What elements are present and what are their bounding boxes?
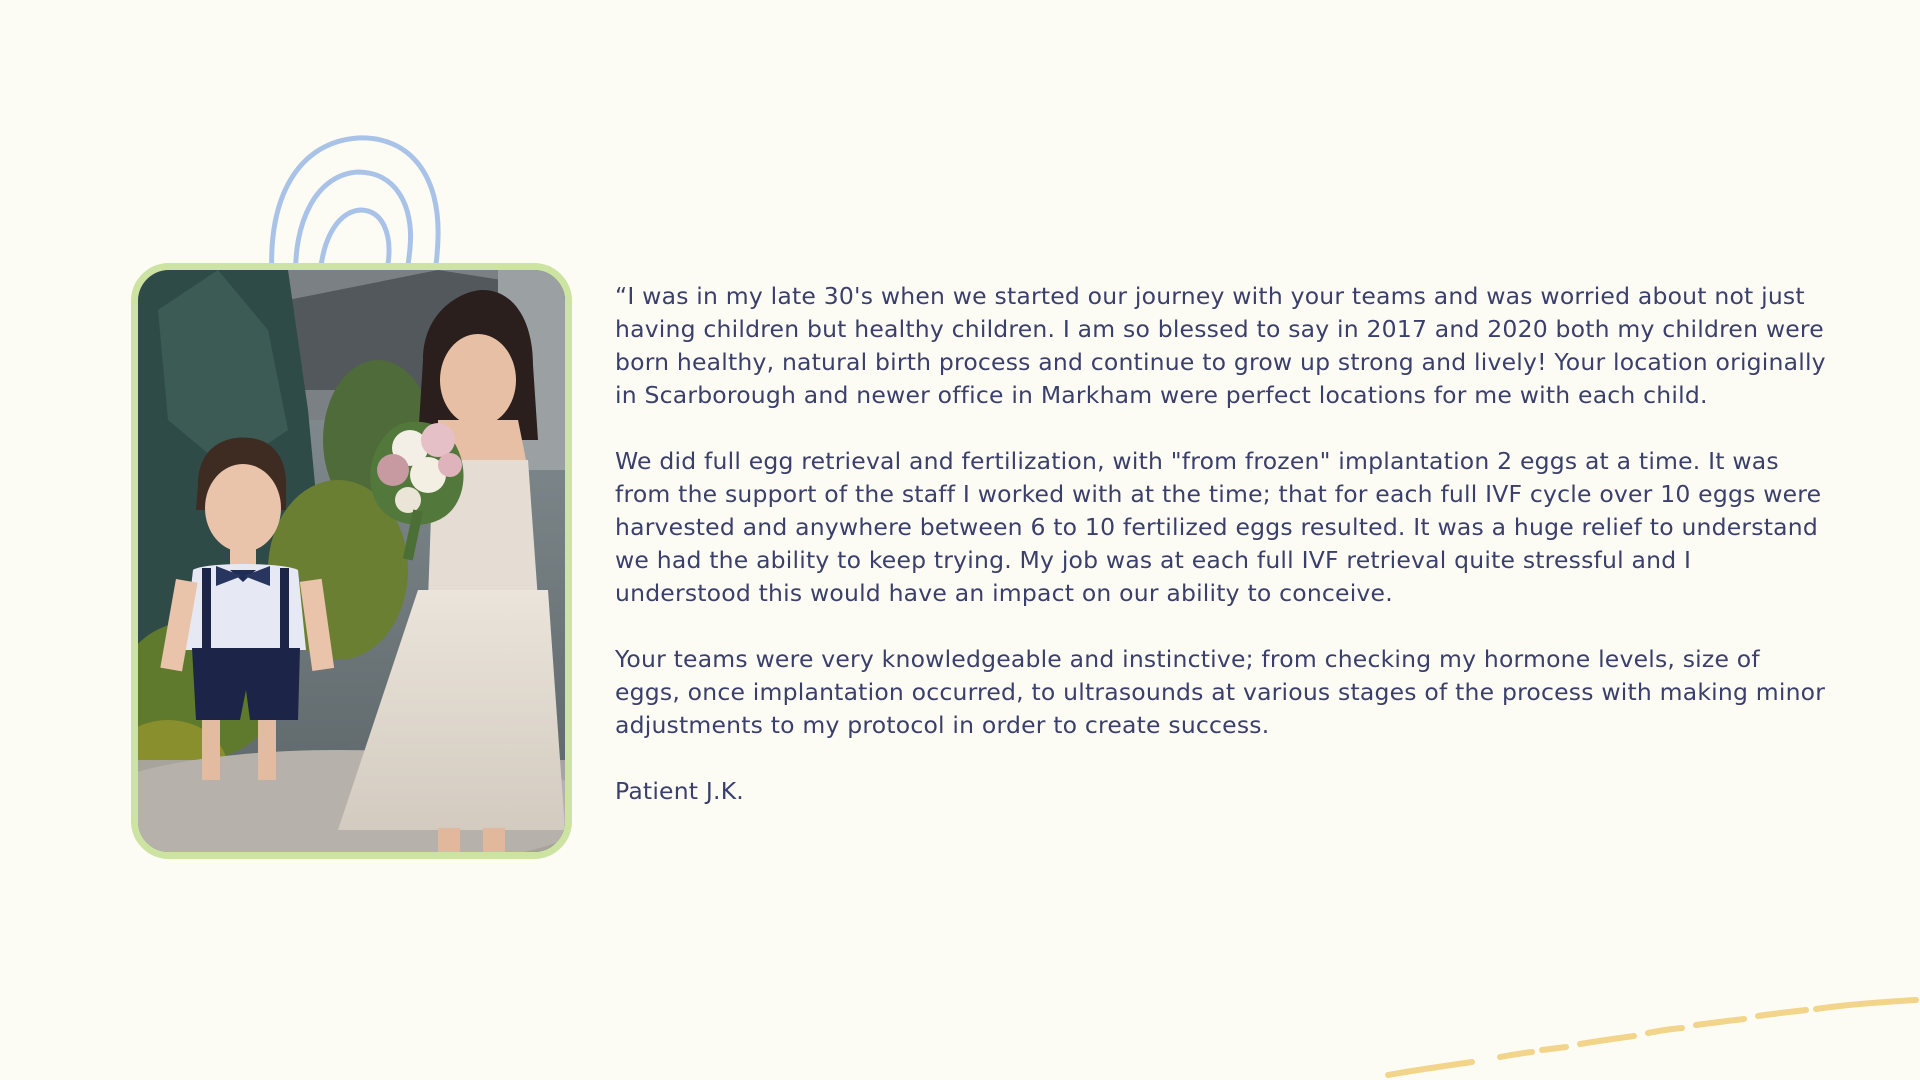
- dashed-line-doodle-icon: [1380, 995, 1920, 1080]
- testimonial-paragraph-1: “I was in my late 30's when we started our journey with your teams and was worried about not just having children but healthy children. I am so blessed to say in 2017 and 2020 both my children were born healthy, natural birth process and continue to grow up strong and lively! Your location originally in Scarborough and newer office in Markham were perfect locations for me with each child.: [615, 282, 1826, 409]
- testimonial-paragraph-3: Your teams were very knowledgeable and instinctive; from checking my hormone levels, size of eggs, once implantation occurred, to ultrasounds at various stages of the process with making minor adjustments to my protocol in order to create success.: [615, 645, 1826, 739]
- testimonial-paragraph-2: We did full egg retrieval and fertilization, with "from frozen" implantation 2 eggs at a time. It was from the support of the staff I worked with at the time; that for each full IVF cycle over 10 eggs were harvested and anywhere between 6 to 10 fertilized eggs resulted. It was a huge relief to understand we had the ability to keep trying. My job was at each full IVF retrieval quite stressful and I understood this would have an impact on our ability to conceive.: [615, 447, 1822, 607]
- testimonial-text: [615, 280, 1830, 808]
- testimonial-attribution: Patient J.K.: [615, 777, 744, 805]
- family-photo: [131, 263, 572, 859]
